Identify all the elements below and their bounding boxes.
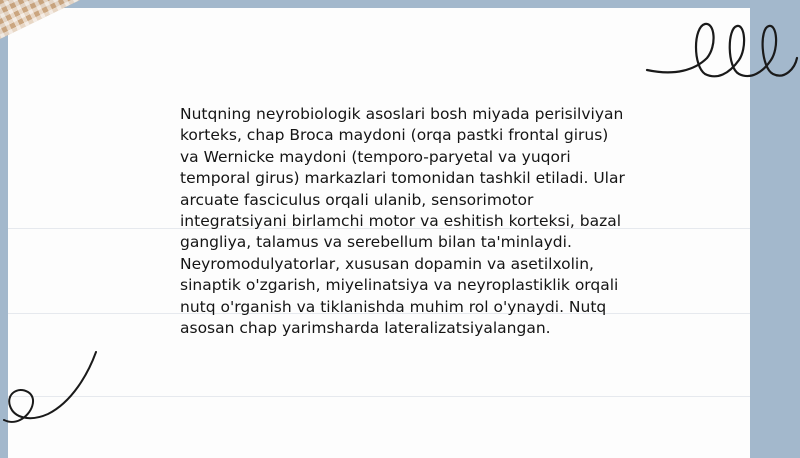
loop-scribble-icon	[645, 18, 800, 98]
swirl-scribble-icon	[0, 348, 110, 438]
body-paragraph: Nutqning neyrobiologik asoslari bosh miyada perisilviyan korteks, chap Broca maydoni (orqa pastki frontal girus) va Wernicke maydoni (temporo-paryetal va yuqori temporal girus) markazlari tomonidan tashkil etiladi. Ular arcuate fasciculus orqali ulanib, sensorimotor integratsiyani birlamchi motor va eshitish korteksi, bazal gangliya, talamus va serebellum bilan ta'minlaydi. Neyromodulyatorlar, xususan dopamin va asetilxolin, sinaptik o'zgarish, miyelinatsiya va neyroplastiklik orqali nutq o'rganish va tiklanishda muhim rol o'ynaydi. Nutq asosan chap yarimsharda lateralizatsiyalangan.	[180, 105, 625, 338]
ruled-line	[8, 396, 750, 397]
